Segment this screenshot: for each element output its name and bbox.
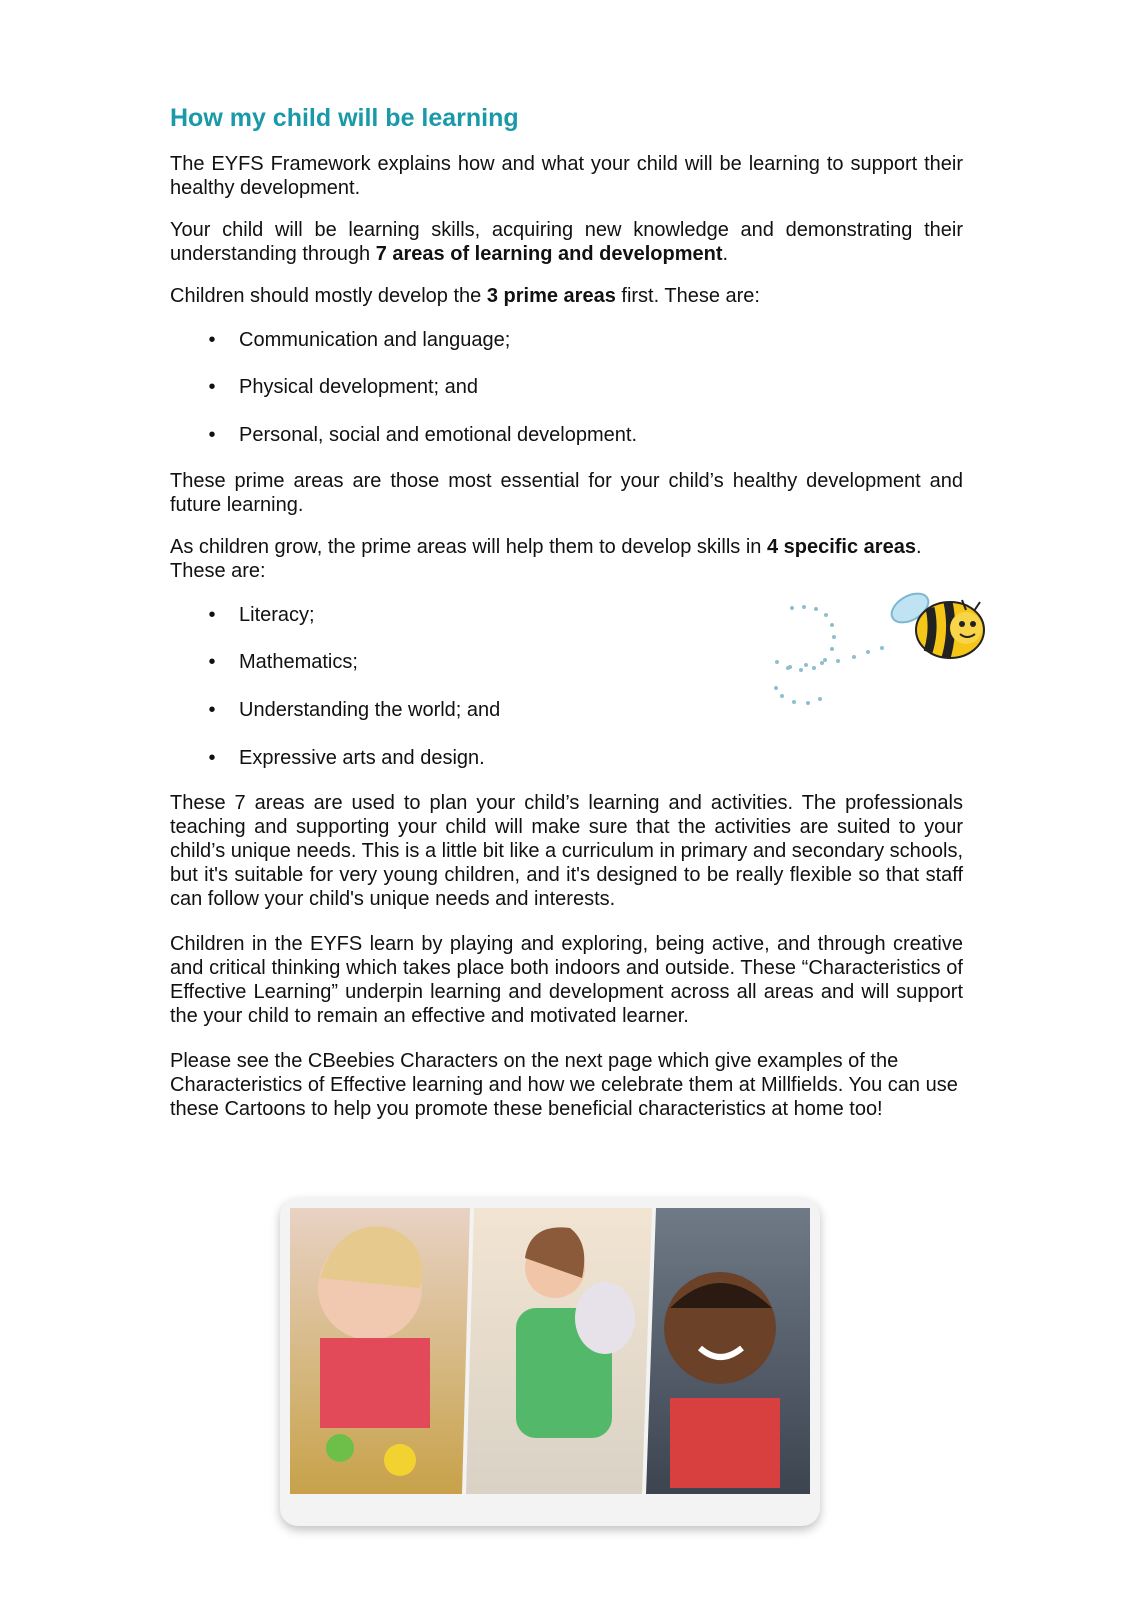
bullet-dot: • — [208, 699, 216, 721]
specific-text-before: As children grow, the prime areas will help them to develop skills in — [170, 536, 767, 558]
list-item-text: Communication and language; — [239, 329, 511, 351]
photo-icon — [280, 1198, 820, 1526]
bullet-dot: • — [208, 424, 216, 446]
bee-icon — [770, 590, 1000, 730]
prime-explanation-paragraph: These prime areas are those most essential for your child’s healthy development and future learning. — [170, 470, 963, 516]
bullet-dot: • — [208, 747, 216, 769]
characteristics-paragraph: Children in the EYFS learn by playing and exploring, being active, and through creative and critical thinking which takes place both indoors and outside. These “Characteristics of Effective Learning” underpin learning and development across all areas and will support the your child to remain an effective and motivated learner. — [170, 933, 963, 1027]
specific-bold-text: 4 specific areas — [766, 536, 916, 558]
prime-text-after: first. These are: — [615, 285, 760, 307]
areas-text-after: . — [722, 243, 729, 265]
areas-text-before: Your child will be learning skills, acquiring new knowledge and demonstrating their understanding through — [170, 219, 963, 265]
specific-text-after: . These are: — [170, 536, 922, 582]
intro-paragraph: The EYFS Framework explains how and what your child will be learning to support their healthy development. — [170, 153, 963, 199]
list-item-text: Understanding the world; and — [239, 699, 501, 721]
list-item-text: Personal, social and emotional development. — [239, 424, 638, 446]
cbeebies-paragraph: Please see the CBeebies Characters on the next page which give examples of the Characteristics of Effective learning and how we celebrate them at Millfields. You can use these Cartoons to help you promote these beneficial characteristics at home too! — [170, 1050, 958, 1120]
areas-paragraph — [170, 218, 963, 266]
bullet-dot: • — [208, 604, 216, 626]
list-item-text: Expressive arts and design. — [239, 747, 485, 769]
bullet-dot: • — [208, 651, 216, 673]
page-title: How my child will be learning — [170, 104, 519, 132]
list-item-text: Literacy; — [239, 604, 315, 626]
prime-intro-paragraph — [170, 284, 963, 308]
list-item-text: Mathematics; — [239, 651, 358, 673]
areas-bold-text: 7 areas of learning and development — [375, 243, 723, 265]
prime-text-before: Children should mostly develop the — [170, 285, 487, 307]
list-item-text: Physical development; and — [239, 376, 479, 398]
prime-bold-text: 3 prime areas — [486, 285, 616, 307]
seven-areas-paragraph: These 7 areas are used to plan your child’s learning and activities. The professionals teaching and supporting your child will make sure that the activities are suited to your child’s unique needs. This is a little bit like a curriculum in primary and secondary schools, but it's suitable for very young children, and it's designed to be really flexible so that staff can follow your child's unique needs and interests. — [170, 792, 963, 910]
bullet-dot: • — [208, 376, 216, 398]
bullet-dot: • — [208, 329, 216, 351]
specific-intro-paragraph — [170, 535, 960, 583]
